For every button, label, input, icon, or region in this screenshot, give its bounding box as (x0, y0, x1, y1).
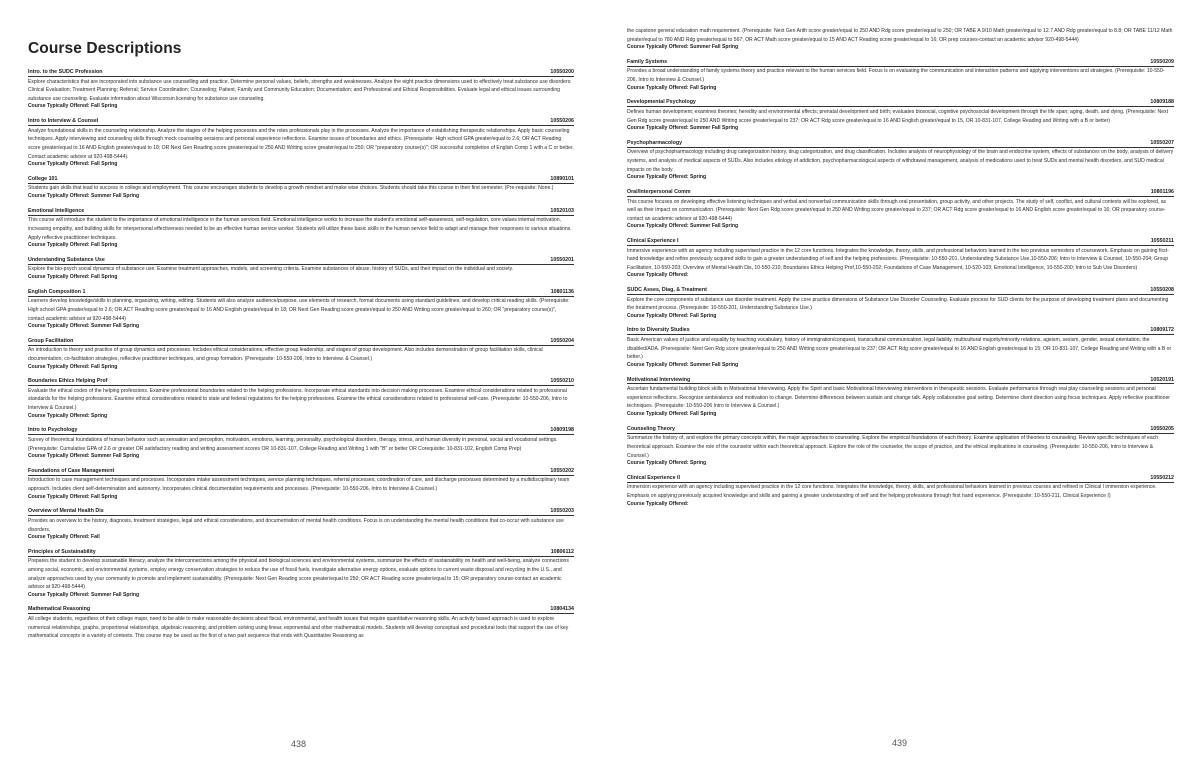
course-entry (28, 208, 574, 250)
course-header (627, 189, 1174, 197)
course-name: English Composition 1 (28, 288, 86, 295)
course-header (28, 208, 574, 216)
course-description: Explore the bio-psych social dynamics of substance use. Examine treatment approaches, models, and screening criteria. Examine substances of abuse, history of SUDs, and their impact on the individual and society. (28, 266, 514, 273)
course-header (28, 508, 574, 516)
course-header (28, 118, 574, 126)
course-header (627, 99, 1174, 107)
course-code: 10550202 (550, 467, 574, 474)
page-number-left: 438 (291, 739, 307, 749)
course-entry (627, 238, 1174, 280)
course-header (627, 426, 1174, 434)
right-course-list (627, 59, 1174, 508)
course-entry (28, 338, 574, 371)
course-entry (28, 508, 574, 541)
course-entry (627, 426, 1174, 468)
course-code: 10550205 (1150, 425, 1174, 432)
course-code: 10550200 (550, 69, 574, 75)
course-offered: Course Typically Offered: Summer Fall Spring (28, 591, 140, 598)
course-code: 10550209 (1150, 58, 1174, 65)
course-name: Intro to Psychology (28, 427, 78, 434)
course-offered: Course Typically Offered: Fall Spring (28, 242, 118, 249)
course-offered: Course Typically Offered: Spring (28, 412, 108, 419)
course-code: 10550203 (550, 508, 574, 515)
course-description: Overview of psychopharmacology including drug categorization history, drug categorization, and drug classification. Includes analysis of neurophysiology of the brain and endocrine system, effects of substances on the body, analysis of delivery systems, and analysis of medical aspects of SUDs. Also includes etiology of addiction, psychopharmacological aspects of withdrawal management, analysis of medications used to treat SUDs and mental health disorders, and SUD medical impacts on the body. (627, 149, 1174, 173)
course-description: Ascertain fundamental building block skills in Motivational Interviewing. Apply the Spirit and basic Motivational Interviewing interventions in therapeutic sessions. Evaluate performance through real play counseling sessions and personal experience reflections. Recognize ambivalence and motivation to change. Determine differences between sustain and change talk. Apply collaborative goal setting. Determine client direction using focus techniques. Apply reflective practitioner techniques. (Prerequisite: 10-550-206 Intro to Interview & Counsel.) (627, 386, 1170, 410)
course-header (28, 338, 574, 346)
course-offered: Course Typically Offered: Fall Spring (627, 312, 717, 319)
course-entry (28, 549, 574, 599)
course-code: 10809188 (1150, 99, 1174, 106)
course-entry (28, 606, 574, 640)
course-offered: Course Typically Offered: Spring (627, 460, 707, 467)
course-code: 10809172 (1150, 327, 1174, 334)
course-entry (627, 475, 1174, 508)
course-code: 10890101 (550, 175, 574, 182)
course-header (28, 378, 574, 386)
course-description: Summarize the history of, and explore the primary concepts within, the major approaches to counseling. Explore the empirical foundations of each theory. Examine application of theories to counseling. Review specific techniques of each theoretical approach. Examine the role of the counselor within each theoretical approach. Explore the role of the counselor, the scope of practice, and the ethical implications in counseling. (Prerequisite: 10-550-206, Intro to Interview & Counsel.) (627, 435, 1159, 459)
course-code: 10806112 (550, 548, 574, 555)
course-description: Survey of theoretical foundations of human behavior such as sensation and perception, motivation, emotions, learning, personality, psychological disorders, therapy, stress, and human diversity in personal, social and vocational settings. (Prerequisite: Cumulative GPA of 2.6 or greater OR satisfactory reading and writing assessment scores OR 10-831-107, College Reading and Writing 1 with "B" or better OR Corequisite: 10-831-102, English Comp Prep) (28, 436, 558, 452)
course-header (627, 475, 1174, 483)
course-entry (627, 287, 1174, 320)
course-offered: Course Typically Offered: Summer Fall Spring (627, 361, 739, 368)
course-code: 10801196 (1150, 188, 1174, 195)
course-offered: Course Typically Offered: Fall Spring (28, 363, 118, 370)
continued-course (627, 27, 1174, 52)
continuation-text: the capstone general education math requirement. (Prerequisite: Next Gen Arith score greater/equal to 250 AND Rdg score greater/equal to 250; OR TABE A 9/10 Math greater/equal to 12.7 AND Rdg greater/equal to 8.8; OR TABE 11/12 Math greater/equal to 780 AND Rdg greater/equal to 567; OR ACT Math score greater/equal to 15 AND ACT Reading score greater/equal to 16; OR prep courses-contact an academic advisor 920-498-5444) (627, 28, 1173, 43)
course-description: Learners develop knowledge/skills in planning, organizing, writing, editing. Students will also analyze audience/purpose, use elements of research, format documents using standard guidelines, and develop critical reading skills. (Prerequisite: High school GPA greater/equal to 2.6; OR ACT Reading score greater/equal to 16 AND English greater/equal to 18; OR Next Gen Reading score greater/equal to 250 AND Writing score greater/equal to 260; OR "preparatory course(s)", contact academic advisor at 920-498-5444) (28, 298, 570, 322)
course-header (28, 606, 574, 614)
left-column (28, 40, 574, 648)
course-entry (28, 257, 574, 282)
course-code: 10801136 (550, 288, 574, 295)
course-code: 10550207 (1150, 139, 1174, 146)
course-description: Provides a broad understanding of family systems theory and practice relevant to the human services field. Focus is on evaluating the communication and interaction patterns and applying interventions and strategies. (Prerequisite: 10-550-206, Intro to Interview & Counsel.) (627, 68, 1165, 84)
course-code: 10550208 (1150, 286, 1174, 293)
continuation-offered: Course Typically Offered: Summer Fall Spring (627, 44, 739, 51)
course-header (28, 257, 574, 265)
course-name: Overview of Mental Health Dis (28, 508, 104, 515)
course-offered: Course Typically Offered: Summer Fall Spring (28, 323, 140, 330)
course-entry (28, 69, 574, 111)
course-offered: Course Typically Offered: (627, 272, 689, 279)
course-name: SUDC Asses, Diag, & Treatment (627, 286, 707, 293)
course-name: Understanding Substance Use (28, 256, 105, 263)
course-offered: Course Typically Offered: Summer Fall Spring (28, 453, 140, 460)
course-description: Basic American values of justice and equality by teaching vocabulary, history of immigration/conquest, transcultural communication, legal liability, multicultural majority/minority relations, ageism, sexism, gender, sexual orientation, the disabled/ADA. (Prerequisite: Next Gen Rdg score greater/equal to 250 AND Writing score greater/equal to 237; OR ACT Rdg score greater/equal to 16 AND English greater/equal to 15; OR 10-831-107, College Reading and Writing with a B or better.) (627, 337, 1172, 361)
course-offered: Course Typically Offered: Fall Spring (28, 274, 118, 281)
course-name: Foundations of Case Management (28, 467, 115, 474)
course-name: College 101 (28, 175, 58, 182)
course-description: Students gain skills that lead to success in college and employment. This course encourages students to develop a growth mindset and make wise choices. Students should take this course in their first semester. (Pre-requisite: None.) (28, 185, 554, 192)
course-entry (627, 327, 1174, 369)
course-description: Explore characteristics that are incorporated into substance use counselling and practice. Determine personal values, beliefs, strengths and weaknesses. Analyze the eight practice dimensions used to effectively treat substance use disorders: Clinical Evaluation; Treatment Planning; Referral; Service Coordination; Counseling; Patient, Family and Community Education; Documentation; and Professional and Ethical Responsibilities. Evaluate legal and ethical issues surrounding substance use counseling. Evaluate information about Wisconsin licensing for substance use counseling. (28, 78, 572, 102)
course-description: Analyze foundational skills in the counseling relationship. Analyze the stages of the helping processes and the roles professionals play in the processes. Analyze the importance of establishing therapeutic relationships. Apply basic counseling techniques. Apply interviewing and counseling skills through mock counseling sessions and personal experience reflections. Examine issues of boundaries and ethics. (Prerequisite: High school GPA greater/equal to 2.6; OR ACT Reading score greater/equal to 16 AND English greater/equal to 18; OR Next Gen Reading score greater/equal to 250 AND Writing score greater/equal to 250; OR "preparatory course(s)"; OR successful completion of English Comp 1 with a C or better. Contact academic advisor at 920-498-5444). (28, 127, 574, 160)
course-name: Emotional Intelligence (28, 207, 85, 214)
course-code: 10550201 (550, 256, 574, 263)
course-code: 10550211 (1150, 237, 1174, 244)
page-title: Course Descriptions (28, 40, 182, 57)
course-entry (28, 427, 574, 460)
course-code: 10550204 (550, 337, 574, 344)
course-header (627, 327, 1174, 335)
course-offered: Course Typically Offered: Fall Spring (627, 84, 717, 91)
course-entry (627, 140, 1174, 182)
course-code: 10550212 (1150, 474, 1174, 481)
course-description: Provides an overview to the history, diagnosis, treatment strategies, legal and ethical considerations, and documentation of mental health conditions. Focus is on understanding the mental health conditions that co-occur with substance use disorders. (28, 517, 564, 533)
course-header (627, 238, 1174, 246)
course-header (627, 377, 1174, 385)
course-description: This course will introduce the student to the importance of emotional intelligence in the human services field. Emotional intelligence works to increase the student's emotional self-awareness, self-regulation, core values internal motivation, increasing empathy, and building skills for interpersonal effectiveness needed to be an effective human service worker. Students will utilize these basic skills in the human service field to adapt and manage their responses to various situations. Apply reflective practitioner techniques. (28, 217, 572, 241)
course-name: Clinical Experience II (627, 474, 680, 481)
course-name: Mathematical Reasoning (28, 606, 91, 613)
course-description: Evaluate the ethical codes of the helping professions. Examine professional boundaries related to the helping professions. Incorporate ethical standards into decision making processes. Examine ethical considerations related to professional standards for the helping professions. Examine ethical considerations related to state and federal regulations for the helping professions. Examine the ethical considerations related to professional self-care. (Prerequisite: 10-550-206, Intro to Interview & Counsel.) (28, 387, 568, 412)
course-code: 10809198 (550, 427, 574, 434)
course-name: Family Systems (627, 58, 668, 65)
course-name: Boundaries Ethics Helping Prof (28, 378, 108, 385)
course-description: Introduction to case management techniques and processes. Incorporates intake assessment techniques, service planning techniques, referral processes, coordination of care, and discharge processes determined by a multidisciplinary team approach. Includes client self-determination and autonomy. Incorporates clinical documentation requirements and processes. (Prerequisite: 10-550-206, Intro to Interview & Counsel.) (28, 477, 570, 493)
course-entry (627, 99, 1174, 132)
course-entry (28, 378, 574, 420)
course-code: 10550206 (550, 118, 574, 125)
course-header (28, 176, 574, 184)
course-name: Counseling Theory (627, 425, 675, 432)
course-code: 10520103 (550, 207, 574, 214)
course-entry (28, 176, 574, 201)
course-header (28, 289, 574, 297)
course-header (28, 549, 574, 557)
course-offered: Course Typically Offered: Summer Fall Spring (627, 223, 739, 230)
course-code: 10804134 (550, 606, 574, 613)
course-name: Clinical Experience I (627, 237, 679, 244)
course-header (28, 69, 574, 77)
course-description: Immersion experience with an agency including supervised practice in the 12 core functions. Integrates the knowledge, theory, skills, and professional behaviors learned in previous courses and refined in Clinical I immersion experience. Emphasis on applying previously acquired knowledge and skills and gaining a greater understanding of self and the helping professions through first hand experience. (Prerequisite: 10-550-211, Clinical Experience I) (627, 484, 1157, 499)
course-name: Motivational Interviewing (627, 376, 691, 383)
course-code: 10550210 (550, 378, 574, 385)
course-header (28, 468, 574, 476)
course-description: An introduction to theory and practice of group dynamics and processes. Includes ethical considerations, effective group leadership, and stages of group development. Also includes demonstration of group facilitation skills, clinical documentation, co-facilitation strategies, reflective practitioner techniques, and group formation. (Prerequisite: 10-550-206, Intro to Interview. & Counsel.) (28, 347, 543, 362)
course-description: Explore the core components of substance use disorder treatment. Apply the core practice dimensions of Substance Use Disorder Counseling. Evaluate process for SUD clients for the purpose of developing treatment plans and documenting the treatment process. (Prerequisite: 10-550-201, Understanding Substance Use.) (627, 296, 1169, 312)
course-offered: Course Typically Offered: Fall (28, 534, 100, 541)
course-header (627, 140, 1174, 148)
left-course-list (28, 69, 574, 641)
course-offered: Course Typically Offered: Fall Spring (28, 161, 118, 168)
course-offered: Course Typically Offered: Fall Spring (28, 493, 118, 500)
right-column (627, 27, 1174, 515)
course-offered: Course Typically Offered: Summer Fall Spring (28, 193, 140, 200)
course-description: Defines human development; examines theories; heredity and environmental effects; prenatal development and birth; evaluates biosocial, cognitive psychosocial development through the life span; aging, death, and dying. (Prerequisite: Next Gen Rdg score greater/equal to 250 AND Writing score greater/equal to 237; OR ACT Rdg score greater/equal to 16 AND English greater/equal to 15, OR 10-831-107, College Reading and Writing with a B or better) (627, 108, 1169, 124)
course-name: Intro to Diversity Studies (627, 327, 690, 334)
course-entry (627, 377, 1174, 419)
course-name: Oral/Interpersonal Comm (627, 188, 691, 195)
page-number-right: 439 (892, 738, 908, 748)
course-offered: Course Typically Offered: Fall Spring (627, 411, 717, 418)
course-entry (28, 289, 574, 331)
course-offered: Course Typically Offered: Fall Spring (28, 103, 118, 110)
course-description: This course focuses on developing effective listening techniques and verbal and nonverbal communication skills through oral presentation, group activity, and other projects. The study of self, conflict, and cultural contexts will be explored, as well as their impact on communication. (Prerequisite: Next Gen Rdg score greater/equal to 250 AND Writing score greater/equal to 237; OR ACT Rdg score greater/equal to 16 AND English score greater/equal to 16; OR preparatory course-contact an academic advisor at 920-498-5444) (627, 198, 1167, 222)
course-entry (28, 468, 574, 501)
course-offered: Course Typically Offered: Spring (627, 174, 707, 181)
course-name: Principles of Sustainability (28, 548, 96, 555)
course-offered: Course Typically Offered: Summer Fall Spring (627, 125, 739, 132)
course-header (627, 287, 1174, 295)
course-description: All college students, regardless of their college major, need to be able to make reasonable decisions about fiscal, environmental, and health issues that require quantitative reasoning skills. An activity based approach is used to explore numerical relationships, graphs, proportional relationships, algebraic reasoning, and problem solving using linear, exponential and other mathematical models. Students will develop conceptual and procedural tools that support the use of key mathematical concepts in a variety of contexts. This course may be used as the first of a two part sequence that ends with Quantitative Reasoning as (28, 616, 569, 640)
course-description: Immersive experience with an agency including supervised practice in the 12 core functions. Integrates the knowledge, theory, skills, and professional behaviors learned in the two previous semesters of coursework. Emphasis on gaining first-hand knowledge and refine previously acquired skills to gain a greater understanding of self and the helping professions. (Prerequisite: 10-550-201, Understanding Substance Use,10-550-206; Intro to Interview & Counsel, 10-550-204; Group Facilitation, 10-550-203; Overview of Mental Health Dis, 10-550-210; Boundaries Ethics Helping Prof,10-550-202; Foundations of Case Management, 10-520-103; Emotional Intelligence, 10-550-200; Intro to Sub Use Disorders) (627, 247, 1169, 271)
course-header (28, 427, 574, 435)
course-header (627, 59, 1174, 67)
course-code: 10520191 (1150, 376, 1174, 383)
course-name: Group Facilitation (28, 337, 74, 344)
course-name: Intro. to the SUDC Profession (28, 69, 103, 75)
right-page (600, 0, 1200, 776)
course-description: Prepares the student to develop sustainable literacy, analyze the interconnections among the physical and biological sciences and environmental systems, summarize the effects of sustainability on health and well-being, analyze connections among social, economic, and environmental systems, employ energy conservation strategies to reduce the use of fossil fuels, investigate alternative energy options, evaluate options to current waste disposal and recycling in the U.S., and analyze approaches used by your community to promote and implement sustainability. (Prerequisite: Next Gen Reading score greater/equal to 250; OR ACT Reading score greater/equal to 15; OR preparatory course-contact an academic advisor at 920-498-5444) (28, 558, 569, 591)
course-entry (627, 59, 1174, 92)
course-name: Intro to Interview & Counsel (28, 118, 99, 125)
course-name: Developmental Psychology (627, 99, 696, 106)
course-entry (28, 118, 574, 168)
course-offered: Course Typically Offered: (627, 500, 689, 507)
course-name: Psychopharmacology (627, 139, 683, 146)
course-entry (627, 189, 1174, 231)
